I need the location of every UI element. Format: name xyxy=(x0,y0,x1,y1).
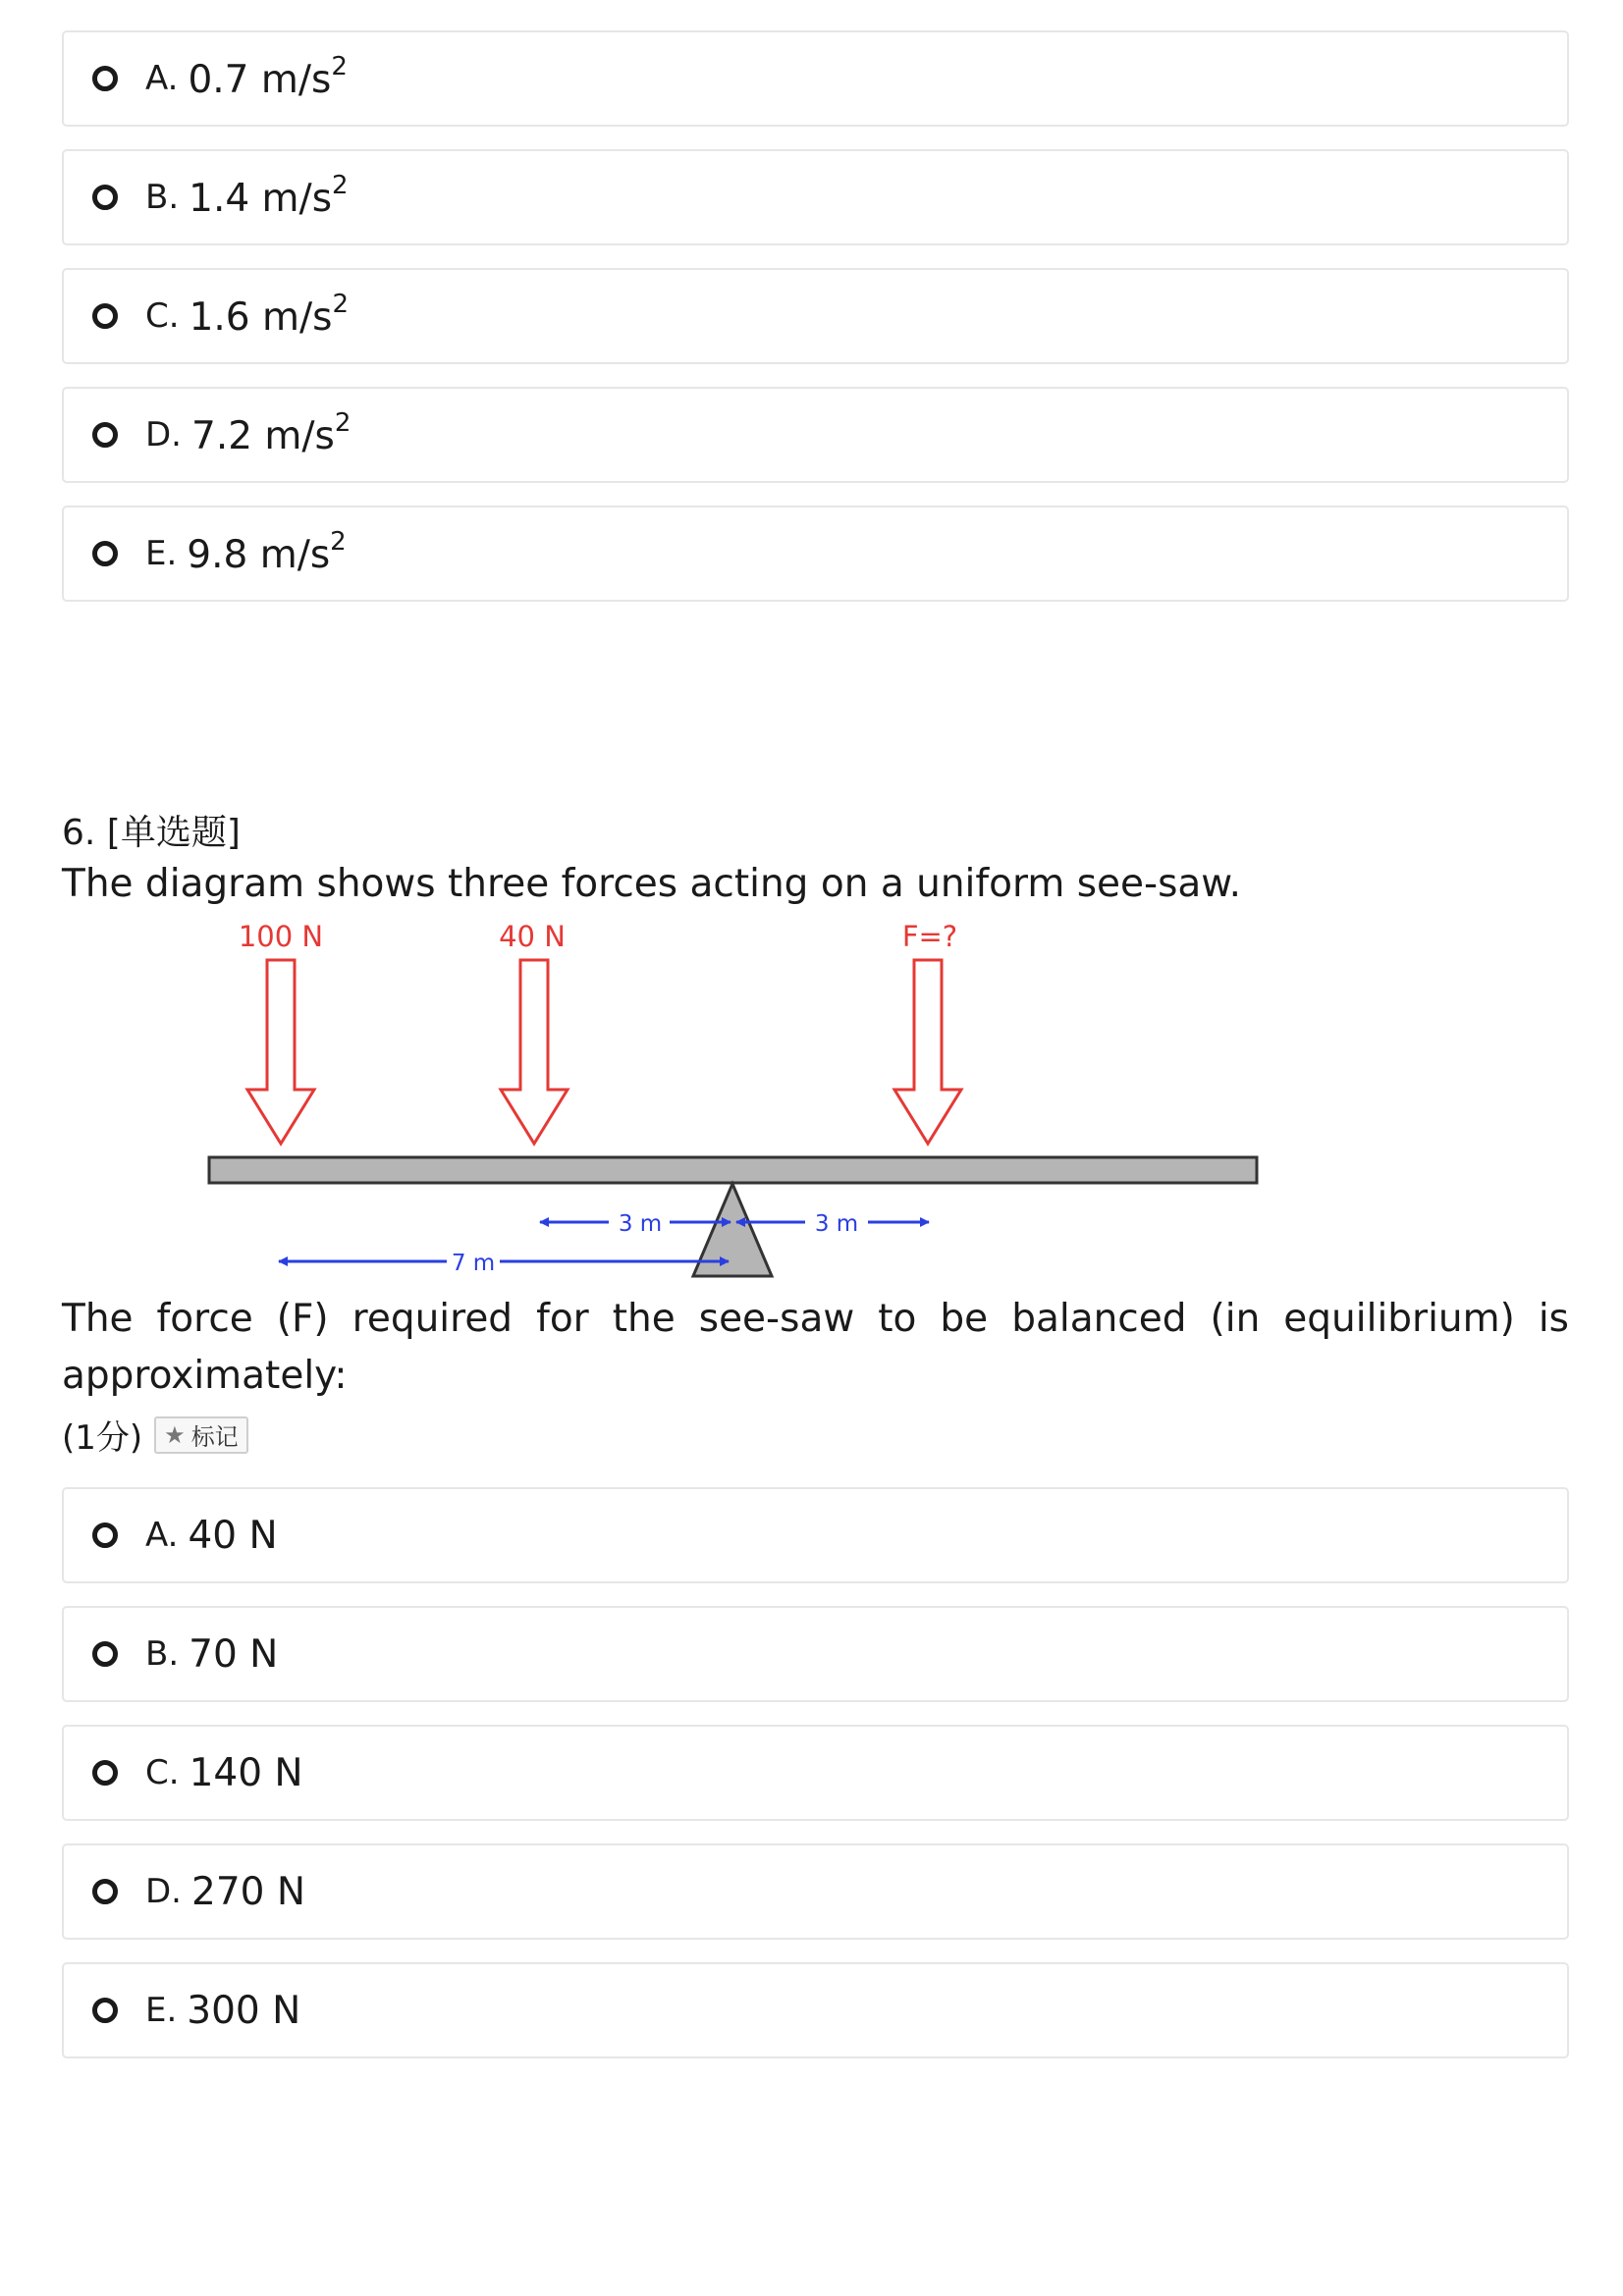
option-letter: B. xyxy=(145,178,180,217)
option-letter: C. xyxy=(145,296,180,336)
option-e[interactable] xyxy=(62,506,1569,602)
option-b[interactable] xyxy=(62,1606,1569,1702)
score-label: (1分) xyxy=(62,1418,143,1458)
option-letter: D. xyxy=(145,415,182,454)
radio-button[interactable] xyxy=(92,1760,118,1786)
option-text: 140 N xyxy=(189,1750,303,1795)
question-meta xyxy=(62,1411,248,1459)
option-text: 1.4 $m/s^2$ xyxy=(189,170,349,221)
see-saw-diagram xyxy=(0,913,1623,1286)
option-text: 40 N xyxy=(188,1513,278,1558)
option-letter: A. xyxy=(145,59,179,98)
force-label-100n: 100 N xyxy=(238,920,324,953)
option-e[interactable] xyxy=(62,1962,1569,2058)
option-letter: A. xyxy=(145,1516,179,1555)
previous-question-options xyxy=(62,30,1569,624)
force-label-f: F=? xyxy=(901,920,958,953)
distance-label-3m-left: 3 m xyxy=(618,1211,663,1237)
option-c[interactable] xyxy=(62,268,1569,364)
mark-label: 标记 xyxy=(190,1423,239,1451)
option-text: 270 N xyxy=(191,1869,306,1914)
option-text: 7.2 $m/s^2$ xyxy=(191,407,352,458)
star-icon: ★ xyxy=(164,1420,186,1449)
radio-button[interactable] xyxy=(92,1641,118,1667)
question-header: 6. [单选题] xyxy=(62,813,241,853)
option-text: 9.8 $m/s^2$ xyxy=(187,526,347,577)
distance-label-3m-right: 3 m xyxy=(814,1211,859,1237)
radio-button[interactable] xyxy=(92,303,118,329)
radio-button[interactable] xyxy=(92,185,118,210)
option-letter: D. xyxy=(145,1872,182,1911)
option-c[interactable] xyxy=(62,1725,1569,1821)
option-a[interactable] xyxy=(62,30,1569,127)
option-text: 0.7 $m/s^2$ xyxy=(188,51,348,102)
option-text: 1.6 $m/s^2$ xyxy=(189,289,349,340)
force-arrow-40n xyxy=(501,960,568,1144)
distance-label-7m: 7 m xyxy=(451,1251,496,1276)
see-saw-beam xyxy=(209,1157,1257,1183)
force-arrow-100n xyxy=(247,960,314,1144)
option-text: 300 N xyxy=(187,1988,301,2033)
force-arrow-f xyxy=(894,960,961,1144)
mark-button[interactable] xyxy=(154,1416,248,1454)
option-letter: E. xyxy=(145,534,178,573)
radio-button[interactable] xyxy=(92,422,118,448)
question-prompt: The force (F) required for the see-saw to be balanced (in equilibrium) is approximately: xyxy=(62,1297,1569,1398)
option-d[interactable] xyxy=(62,1843,1569,1940)
option-b[interactable] xyxy=(62,149,1569,245)
option-letter: E. xyxy=(145,1991,178,2030)
force-label-40n: 40 N xyxy=(499,920,566,953)
question-options xyxy=(62,1487,1569,2081)
radio-button[interactable] xyxy=(92,66,118,91)
option-a[interactable] xyxy=(62,1487,1569,1583)
option-text: 70 N xyxy=(189,1631,279,1677)
question-stem: The diagram shows three forces acting on a uniform see-saw. xyxy=(62,862,1242,906)
radio-button[interactable] xyxy=(92,1879,118,1904)
radio-button[interactable] xyxy=(92,1998,118,2023)
option-d[interactable] xyxy=(62,387,1569,483)
radio-button[interactable] xyxy=(92,1522,118,1548)
radio-button[interactable] xyxy=(92,541,118,566)
option-letter: B. xyxy=(145,1634,180,1674)
option-letter: C. xyxy=(145,1753,180,1792)
